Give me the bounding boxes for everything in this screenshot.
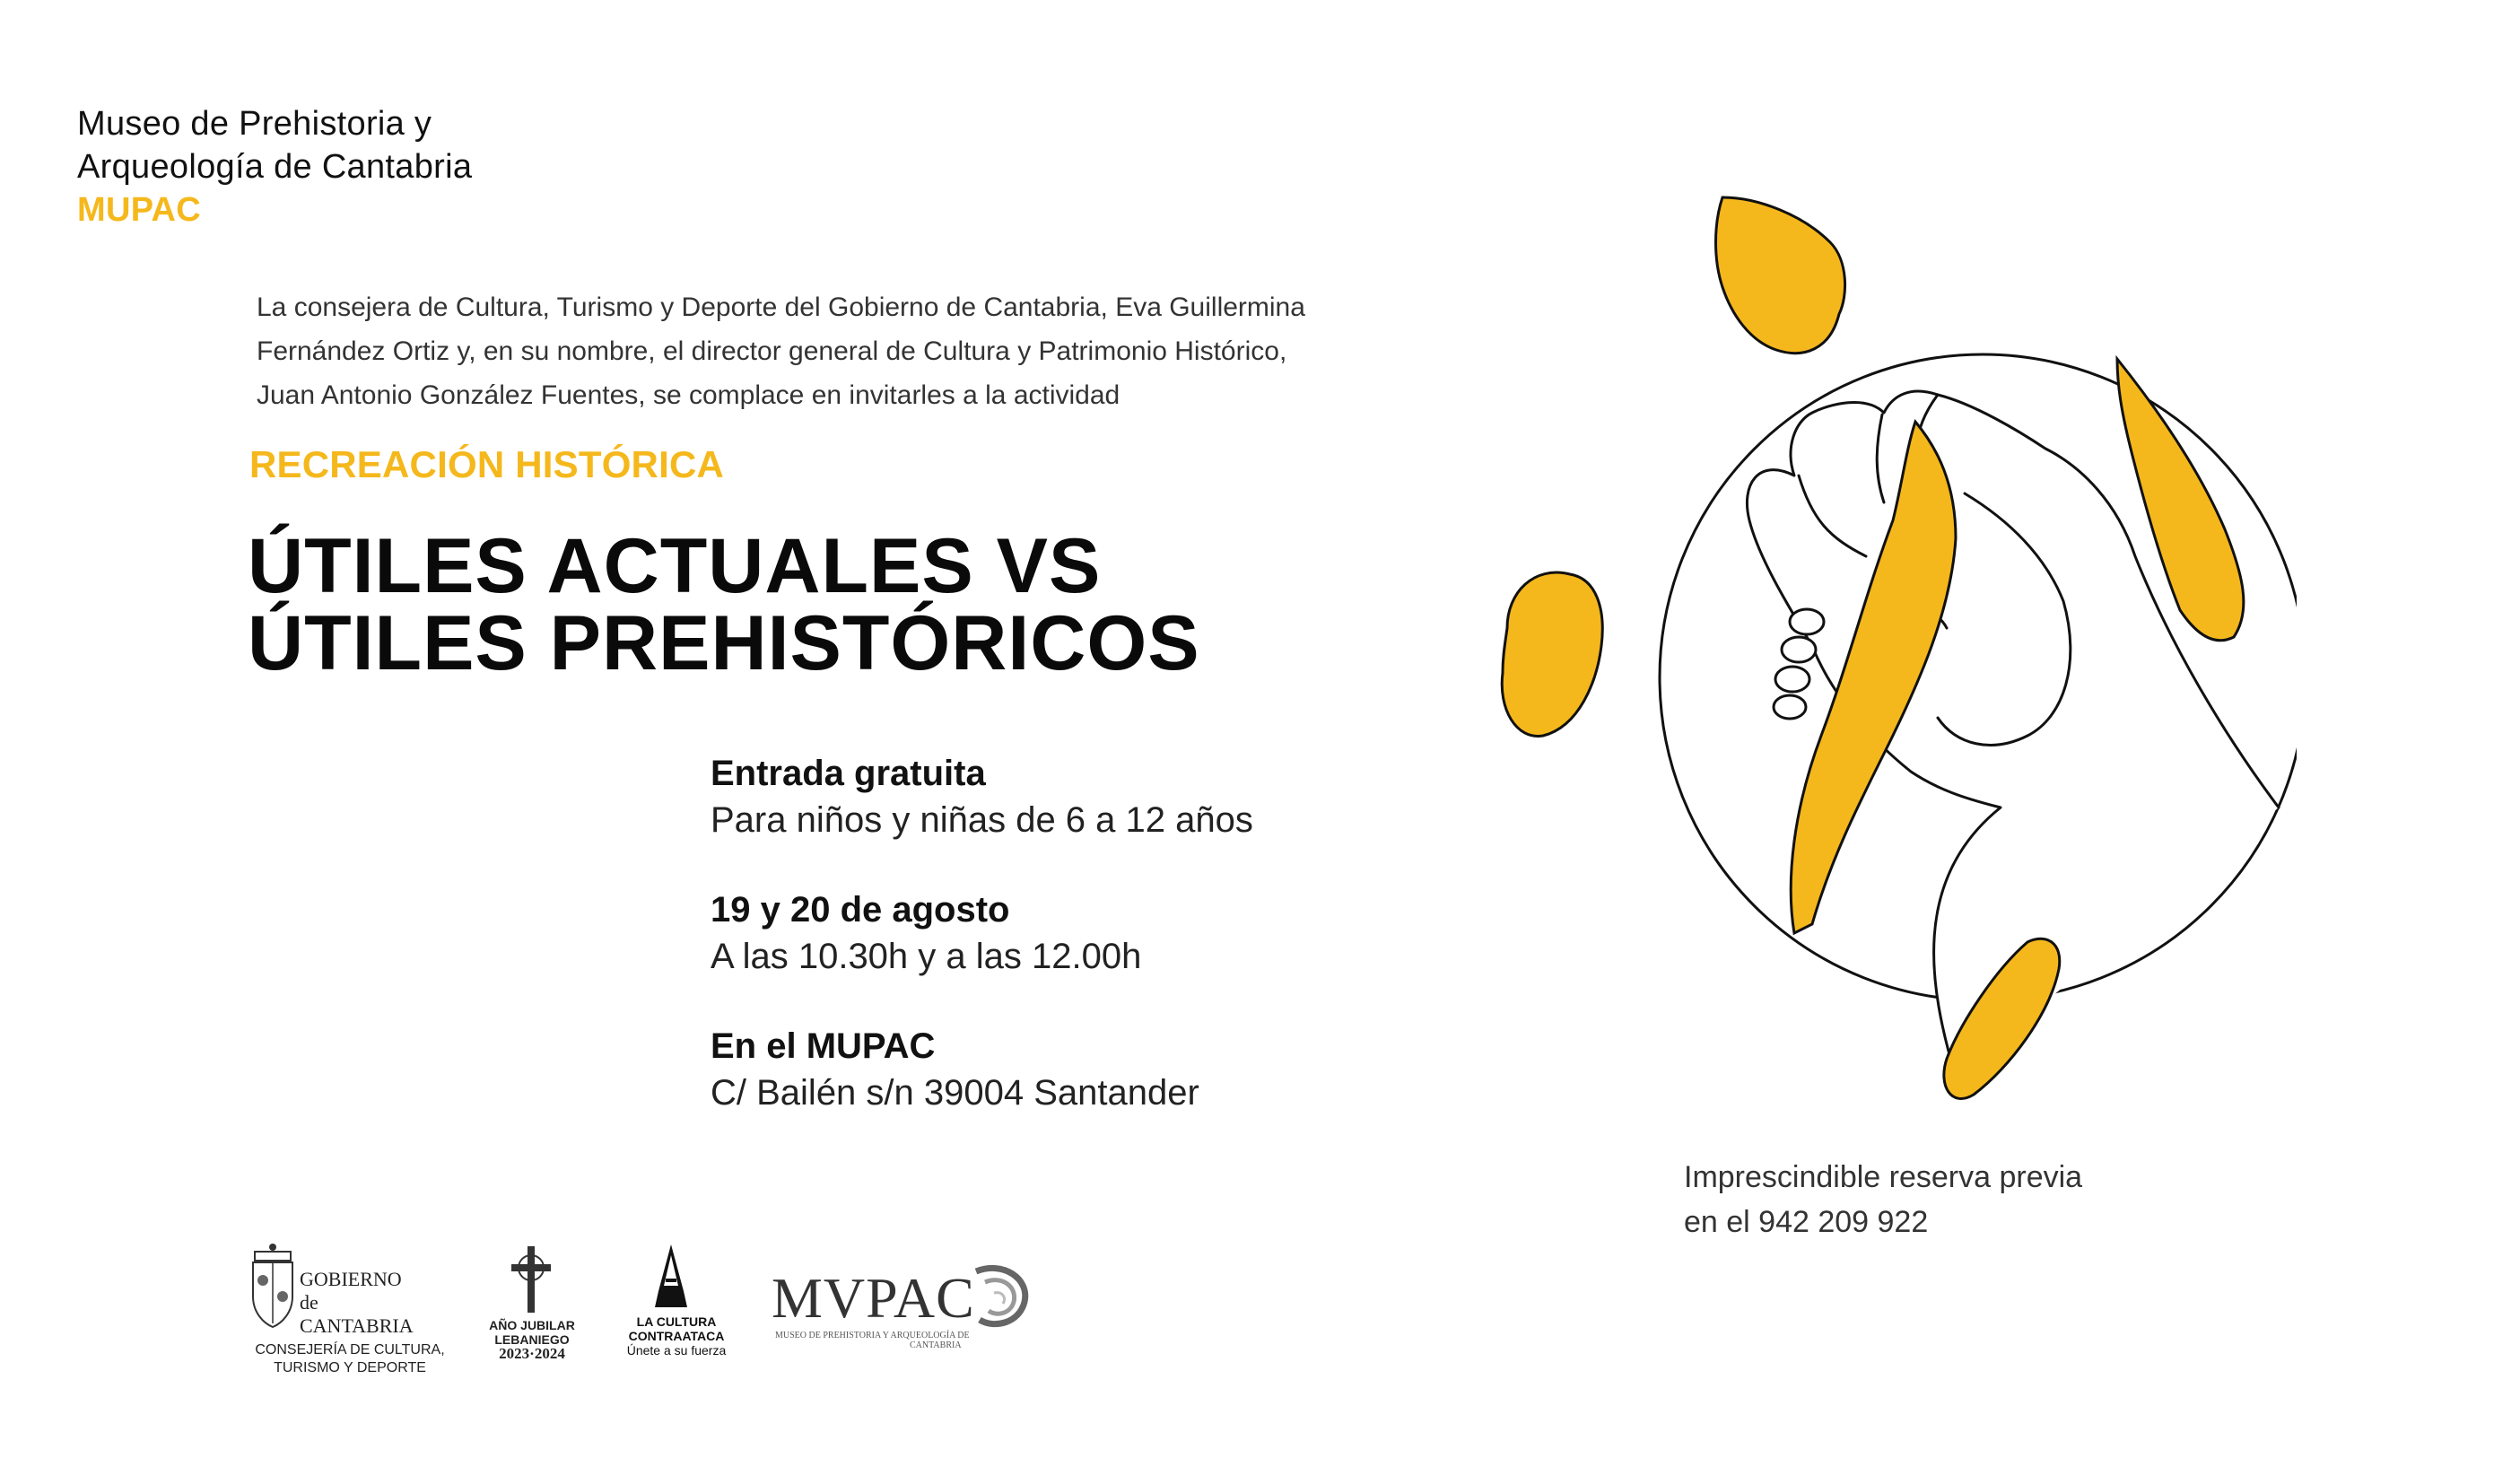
museum-name-line2: Arqueología de Cantabria xyxy=(77,148,473,186)
gobierno-sub2: TURISMO Y DEPORTE xyxy=(274,1360,426,1375)
mask-icon xyxy=(653,1243,689,1311)
detail-heading: En el MUPAC xyxy=(711,1026,936,1066)
intro-line1: La consejera de Cultura, Turismo y Deporte del Gobierno de Cantabria, Eva Guillermina xyxy=(257,292,1305,322)
gobierno-sub1: CONSEJERÍA DE CULTURA, xyxy=(255,1342,445,1358)
jubilar-line3: 2023·2024 xyxy=(499,1345,565,1362)
detail-date xyxy=(711,886,1141,980)
detail-location xyxy=(711,1023,1199,1116)
mupac-sub2: CANTABRIA xyxy=(910,1340,962,1350)
detail-text: Para niños y niñas de 6 a 12 años xyxy=(711,800,1253,840)
jubilar-line2: LEBANIEGO xyxy=(494,1332,570,1347)
event-title-line2: ÚTILES PREHISTÓRICOS xyxy=(248,600,1200,686)
mupac-wordmark: MVPAC xyxy=(772,1266,975,1330)
stone-flake-icon xyxy=(1716,197,1845,354)
detail-entry xyxy=(711,750,1253,843)
cultura-line1: LA CULTURA xyxy=(636,1314,717,1329)
intro-line2: Fernández Ortiz y, en su nombre, el director general de Cultura y Patrimonio Histórico, xyxy=(257,336,1287,366)
invitation-intro xyxy=(257,285,1530,417)
detail-heading: 19 y 20 de agosto xyxy=(711,890,1010,930)
event-title-line1: ÚTILES ACTUALES VS xyxy=(248,523,1102,609)
gobierno-line3: CANTABRIA xyxy=(300,1314,414,1337)
museum-acronym: MUPAC xyxy=(77,191,202,229)
cross-icon xyxy=(504,1244,558,1316)
mupac-sub1: MUSEO DE PREHISTORIA Y ARQUEOLOGÍA DE xyxy=(775,1331,970,1340)
coat-of-arms-icon xyxy=(248,1243,298,1329)
sponsor-logos xyxy=(242,1243,1050,1386)
hand-holding-tool-illustration xyxy=(1489,179,2297,1131)
gobierno-line2: de xyxy=(300,1291,318,1314)
intro-line3: Juan Antonio González Fuentes, se complace en invitarles a la actividad xyxy=(257,380,1120,410)
spiral-icon xyxy=(967,1261,1030,1332)
detail-text: A las 10.30h y a las 12.00h xyxy=(711,937,1142,976)
cultura-line3: Únete a su fuerza xyxy=(626,1343,727,1358)
cultura-line2: CONTRAATACA xyxy=(628,1329,725,1343)
stone-handaxe-icon xyxy=(1502,572,1602,736)
reservation-line1: Imprescindible reserva previa xyxy=(1684,1160,2083,1194)
detail-text: C/ Bailén s/n 39004 Santander xyxy=(711,1073,1199,1113)
event-title xyxy=(248,523,1200,686)
reservation-line2: en el 942 209 922 xyxy=(1684,1205,1929,1239)
museum-name-line1: Museo de Prehistoria y xyxy=(77,105,432,143)
jubilar-line1: AÑO JUBILAR xyxy=(489,1318,575,1332)
gobierno-line1: GOBIERNO xyxy=(300,1268,402,1290)
detail-heading: Entrada gratuita xyxy=(711,754,986,793)
event-category: RECREACIÓN HISTÓRICA xyxy=(249,443,725,485)
museum-name xyxy=(77,102,472,231)
reservation-note xyxy=(1684,1155,2082,1244)
